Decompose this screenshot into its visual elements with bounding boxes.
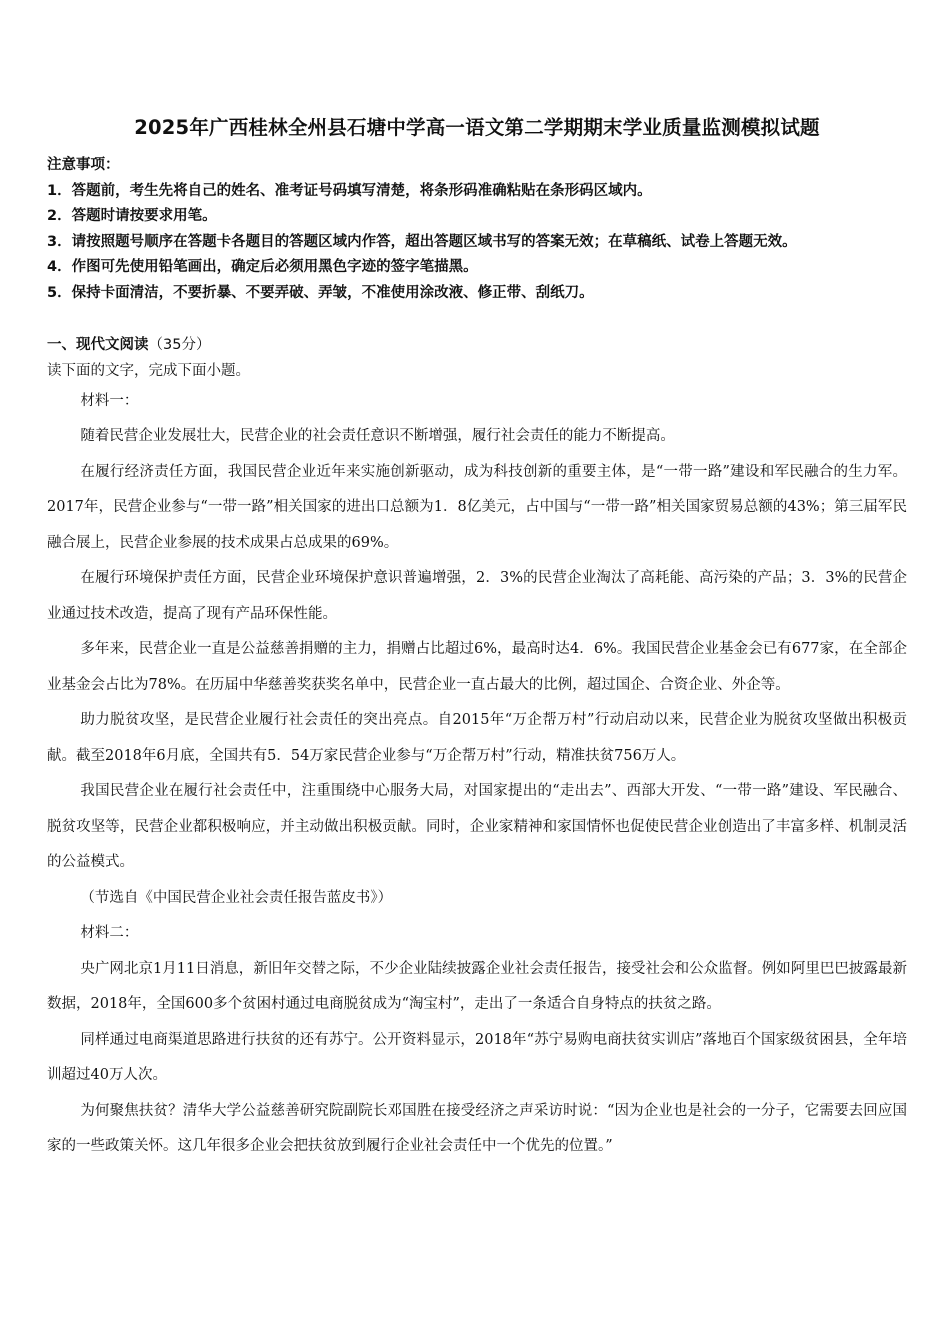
section-score: （35分） — [148, 337, 211, 353]
section-title: 一、现代文阅读 — [47, 337, 149, 353]
notice-item: 3．请按照题号顺序在答题卡各题目的答题区域内作答，超出答题区域书写的答案无效；在草稿纸、试卷上答题无效。 — [47, 233, 797, 250]
material-two-paragraph: 同样通过电商渠道思路进行扶贫的还有苏宁。公开资料显示，2018年“苏宁易购电商扶贫实训店”落地百个国家级贫困县，全年培训超过40万人次。 — [47, 1031, 907, 1083]
material-one-paragraph: 我国民营企业在履行社会责任中，注重围绕中心服务大局，对国家提出的“走出去”、西部大开发、“一带一路”建设、军民融合、脱贫攻坚等，民营企业都积极响应，并主动做出积极贡献。同时，企业家精神和家国情怀也促使民营企业创造出了丰富多样、机制灵活的公益模式。 — [47, 783, 907, 870]
reading-instruction: 读下面的文字，完成下面小题。 — [47, 362, 250, 379]
notice-item: 2．答题时请按要求用笔。 — [47, 208, 217, 224]
exam-page — [47, 112, 907, 1165]
notice-item: 4．作图可先使用铅笔画出，确定后必须用黑色字迹的签字笔描黑。 — [47, 259, 478, 275]
material-one-source: （节选自《中国民营企业社会责任报告蓝皮书》） — [80, 889, 393, 906]
material-one-paragraph: 在履行经济责任方面，我国民营企业近年来实施创新驱动，成为科技创新的重要主体，是“一带一路”建设和军民融合的生力军。2017年，民营企业参与“一带一路”相关国家的进出口总额为1．8亿美元，占中国与“一带一路”相关国家贸易总额的43%；第三届军民融合展上，民营企业参展的技术成果占总成果的69%。 — [47, 463, 907, 551]
notice-list — [47, 179, 907, 307]
notice-item: 5．保持卡面清洁，不要折暴、不要弄破、弄皱，不准使用涂改液、修正带、刮纸刀。 — [47, 284, 594, 301]
material-one-paragraph: 在履行环境保护责任方面，民营企业环境保护意识普遍增强，2．3%的民营企业淘汰了高耗能、高污染的产品；3．3%的民营企业通过技术改造，提高了现有产品环保性能。 — [47, 570, 907, 622]
material-one-paragraph: 助力脱贫攻坚，是民营企业履行社会责任的突出亮点。自2015年“万企帮万村”行动启动以来，民营企业为脱贫攻坚做出积极贡献。截至2018年6月底，全国共有5．54万家民营企业参与“万企帮万村”行动，精准扶贫756万人。 — [47, 712, 907, 764]
material-one-paragraph: 随着民营企业发展壮大，民营企业的社会责任意识不断增强，履行社会责任的能力不断提高。 — [80, 428, 675, 444]
section-heading — [47, 333, 907, 359]
material-one-label: 材料一： — [80, 392, 139, 409]
notice-item: 1．答题前，考生先将自己的姓名、准考证号码填写清楚，将条形码准确粘贴在条形码区域内。 — [47, 182, 652, 199]
material-two-label: 材料二： — [80, 925, 139, 941]
exam-title: 2025年广西桂林全州县石塘中学高一语文第二学期期末学业质量监测模拟试题 — [134, 116, 820, 139]
material-one-paragraph: 多年来，民营企业一直是公益慈善捐赠的主力，捐赠占比超过6%，最高时达4．6%。我国民营企业基金会已有677家，在全部企业基金会占比为78%。在历届中华慈善奖获奖名单中，民营企业一直占最大的比例，超过国企、合资企业、外企等。 — [47, 641, 907, 693]
material-two-paragraph: 为何聚焦扶贫？清华大学公益慈善研究院副院长邓国胜在接受经济之声采访时说：“因为企业也是社会的一分子，它需要去回应国家的一些政策关怀。这几年很多企业会把扶贫放到履行企业社会责任中一个优先的位置。” — [47, 1102, 907, 1154]
material-two-paragraph: 央广网北京1月11日消息，新旧年交替之际，不少企业陆续披露企业社会责任报告，接受社会和公众监督。例如阿里巴巴披露最新数据，2018年，全国600多个贫困村通过电商脱贫成为“淘宝村”，走出了一条适合自身特点的扶贫之路。 — [47, 960, 907, 1012]
notice-heading: 注意事项： — [47, 157, 120, 173]
